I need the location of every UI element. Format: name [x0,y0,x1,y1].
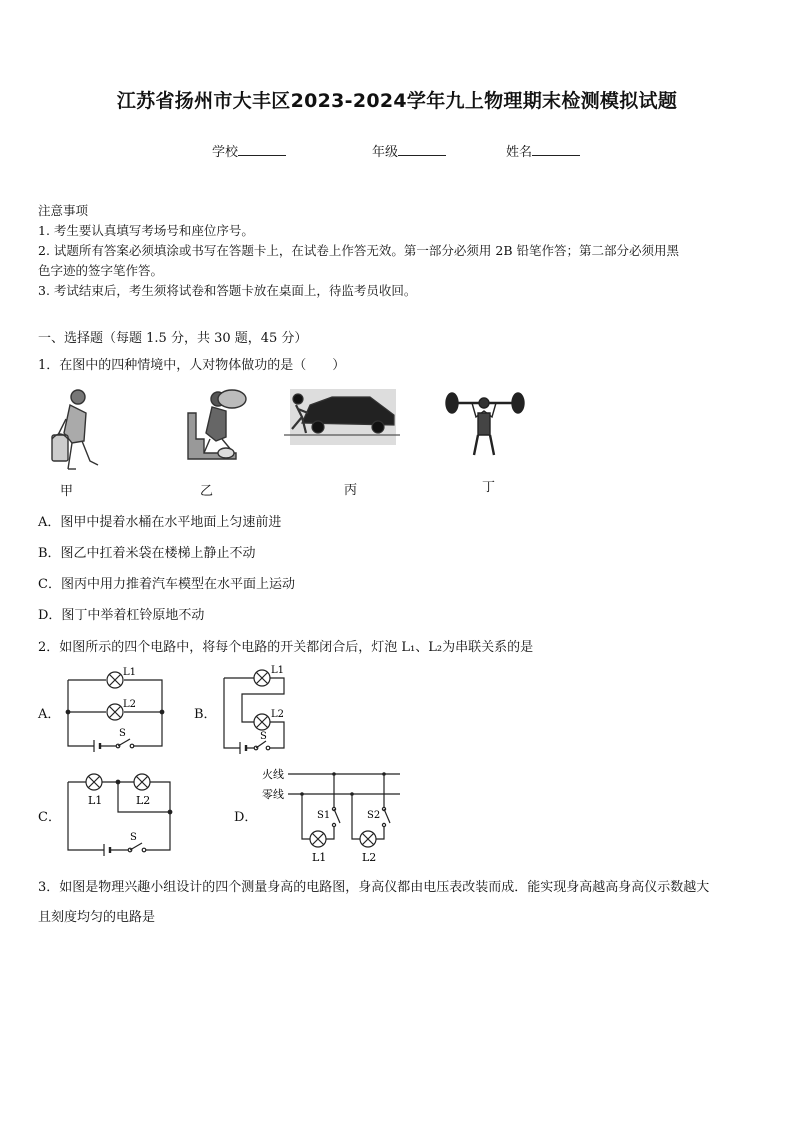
caption-jia: 甲 [60,484,74,499]
label-s: S [130,832,137,843]
q1-option-a: A．图甲中提着水桶在水平地面上匀速前进 [38,515,282,530]
figure-bing-person-pushing-car-icon [284,389,400,445]
note-item: 3. 考试结束后，考生须将试卷和答题卡放在桌面上，待监考员收回。 [38,283,417,298]
label-l1: L1 [312,851,327,864]
circuit-a-diagram [60,664,172,754]
circuit-c-diagram [60,768,176,860]
label-l1: L1 [88,794,103,807]
q1-option-c: C．图丙中用力推着汽车模型在水平面上运动 [38,577,295,592]
page-title: 江苏省扬州市大丰区2023-2024学年九上物理期末检测模拟试题 [116,90,678,112]
lamp-l1-icon [254,670,270,686]
battery-icon [104,844,110,856]
q1-figures [40,383,540,495]
label-s: S [119,728,126,739]
q1-option-d: D．图丁中举着杠铃原地不动 [38,608,205,623]
label-l2: L2 [271,709,285,720]
question-2-stem: 2．如图所示的四个电路中，将每个电路的开关都闭合后，灯泡 L₁、L₂为串联关系的是 [38,640,534,655]
school-blank [238,143,286,156]
lamp-l1-icon [107,672,123,688]
live-wire-label: 火线 [262,768,284,781]
figure-jia-person-bucket-icon [52,390,98,469]
label-l1: L1 [123,667,137,678]
note-item: 色字迹的签字笔作答。 [38,263,164,278]
label-s: S [260,731,267,742]
caption-bing: 丙 [344,483,358,498]
label-l1: L1 [271,665,285,676]
caption-yi: 乙 [200,484,214,499]
battery-icon [240,742,246,754]
label-l2: L2 [136,794,151,807]
figure-yi-person-sack-stairs-icon [188,390,246,459]
notes-heading: 注意事项 [38,203,89,218]
q1-option-b: B．图乙中扛着米袋在楼梯上静止不动 [38,546,256,561]
q2-label-c: C． [38,810,61,825]
label-s1: S1 [317,810,331,821]
circuit-d-diagram [258,765,404,865]
q2-label-a: A． [38,707,61,722]
name-label: 姓名 [506,145,533,160]
question-3-line2: 且刻度均匀的电路是 [38,910,156,925]
switch-icon [254,741,270,750]
lamp-l2-icon [254,714,270,730]
notes-block [38,201,760,301]
switch-s1-icon [332,807,340,826]
label-l2: L2 [123,699,137,710]
section-heading: 一、选择题（每题 1.5 分，共 30 题，45 分） [38,331,308,346]
lamp-l2-icon [107,704,123,720]
caption-ding: 丁 [482,480,496,495]
label-l2: L2 [362,851,377,864]
figure-ding-weightlifter-icon [446,393,524,455]
q2-label-b: B． [194,707,217,722]
label-s2: S2 [367,810,381,821]
school-label: 学校 [212,145,239,160]
grade-blank [398,143,446,156]
q2-label-d: D． [234,810,258,825]
circuit-b-diagram [216,664,292,756]
grade-field [372,141,446,160]
grade-label: 年级 [372,145,399,160]
question-1-stem: 1．在图中的四种情境中，人对物体做功的是（ ） [38,358,346,373]
lamp-l1-icon [310,831,326,847]
switch-s2-icon [382,807,390,826]
lamp-l1-icon [86,774,102,790]
neutral-wire-label: 零线 [262,788,284,801]
note-item: 2. 试题所有答案必须填涂或书写在答题卡上，在试卷上作答无效。第一部分必须用 2B 铅笔作答；第二部分必须用黑 [38,243,679,258]
name-blank [532,143,580,156]
question-3-line1: 3．如图是物理兴趣小组设计的四个测量身高的电路图，身高仪都由电压表改装而成．能实现身高越高身高仪示数越大 [38,880,710,895]
switch-icon [128,843,146,852]
switch-icon [116,739,134,748]
note-item: 1. 考生要认真填写考场号和座位序号。 [38,223,254,238]
school-field [212,141,286,160]
battery-icon [94,740,100,752]
lamp-l2-icon [360,831,376,847]
name-field [506,141,580,160]
lamp-l2-icon [134,774,150,790]
